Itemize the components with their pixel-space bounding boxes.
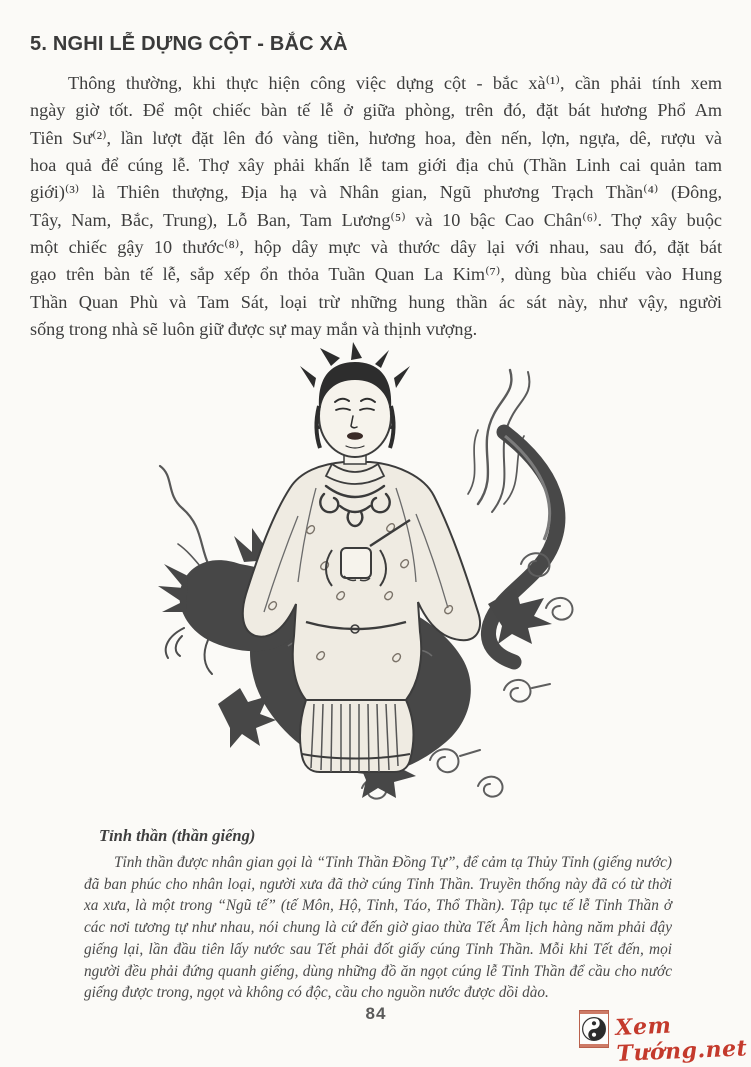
yin-yang-icon: [579, 1010, 609, 1048]
text-line: Tây, Nam, Bắc, Trung), Lỗ Ban, Tam Lương⁽⁵⁾ và 10 bậc Cao Chân⁽⁶⁾. Thợ xây buộc: [30, 209, 722, 230]
watermark-text: Xem Tướng.net: [614, 1012, 748, 1067]
text-line: một chiếc gậy 10 thước⁽⁸⁾, hộp dây mực và thước dây lại với nhau, sau đó, đặt bát: [30, 237, 722, 258]
caption-line: đã ban phúc cho nhân loại, người xưa đã thờ cúng Tỉnh Thần. Truyền thống này đã có từ thời: [84, 875, 672, 893]
text-line: giới)⁽³⁾ là Thiên thượng, Địa hạ và Nhân gian, Ngũ phương Trạch Thần⁽⁴⁾ (Đông,: [30, 182, 722, 203]
text-line: Tiên Sư⁽²⁾, lần lượt đặt lên đó vàng tiền, hương hoa, đèn nến, lợn, ngựa, dê, rượu và: [30, 127, 722, 148]
illustration-caption-title: Tỉnh thần (thần giếng): [99, 826, 256, 845]
text-line: gạo trên bàn tế lễ, sắp xếp ổn thỏa Tuần Quan La Kim⁽⁷⁾, dùng bùa chiếu vào Hung: [30, 264, 722, 285]
main-paragraph: [30, 70, 722, 343]
section-title: 5. NGHI LỄ DỰNG CỘT - BẮC XÀ: [30, 33, 348, 55]
caption-line: người đều phải đứng quanh giếng, dùng những đồ ăn ngọt cúng lễ Tỉnh Thần để cầu cho nước: [84, 962, 672, 980]
text-line: hoa quả để cúng lễ. Thợ xây phải khấn lễ tam giới địa chủ (Thần Linh cai quản tam: [30, 155, 722, 176]
page-number: 84: [365, 1004, 387, 1023]
dragon-claw-right: [488, 588, 552, 644]
caption-line: các nơi tương tự như nhau, nói chung là cứ đến giờ giao thừa Tết Âm lịch hàng năm phải đậy: [84, 919, 672, 937]
text-line: Thần Quan Phù và Tam Sát, loại trừ những hung thần ác sát này, như vậy, người: [30, 291, 722, 312]
deity-riding-dragon-illustration: [148, 336, 618, 808]
hu-tablet: [341, 548, 371, 578]
text-line: sống trong nhà sẽ luôn giữ được sự may mắn và thịnh vượng.: [30, 319, 478, 340]
caption-line: Tỉnh thần được nhân gian gọi là “Tỉnh Thần Đồng Tự”, để cảm tạ Thủy Tỉnh (giếng nước): [114, 854, 672, 871]
text-line: ngày giờ tốt. Để một chiếc bàn tế lễ ở giữa phòng, trên đó, đặt bát hương Phổ Am: [30, 100, 722, 121]
illustration-caption-text: [84, 852, 672, 1004]
caption-line: giếng lại, lần đầu tiên lấy nước sau Tết phải đốt giấy cúng Tỉnh Thần. Mỗi khi Tết đến, mọi: [84, 940, 672, 958]
dragon-claw-left: [218, 688, 276, 748]
figure-mouth: [347, 432, 363, 440]
caption-line: xa xưa, là một trong “Ngũ tế” (tế Môn, Hộ, Tỉnh, Táo, Thổ Thần). Tập tục tế lễ Tỉnh Thần ở: [84, 897, 672, 915]
text-line: Thông thường, khi thực hiện công việc dựng cột - bắc xà⁽¹⁾, cần phải tính xem: [68, 73, 722, 93]
watermark: [579, 1010, 751, 1067]
caption-line: giếng được trong, ngọt và không có độc, cầu cho nguồn nước được dồi dào.: [84, 984, 549, 1002]
